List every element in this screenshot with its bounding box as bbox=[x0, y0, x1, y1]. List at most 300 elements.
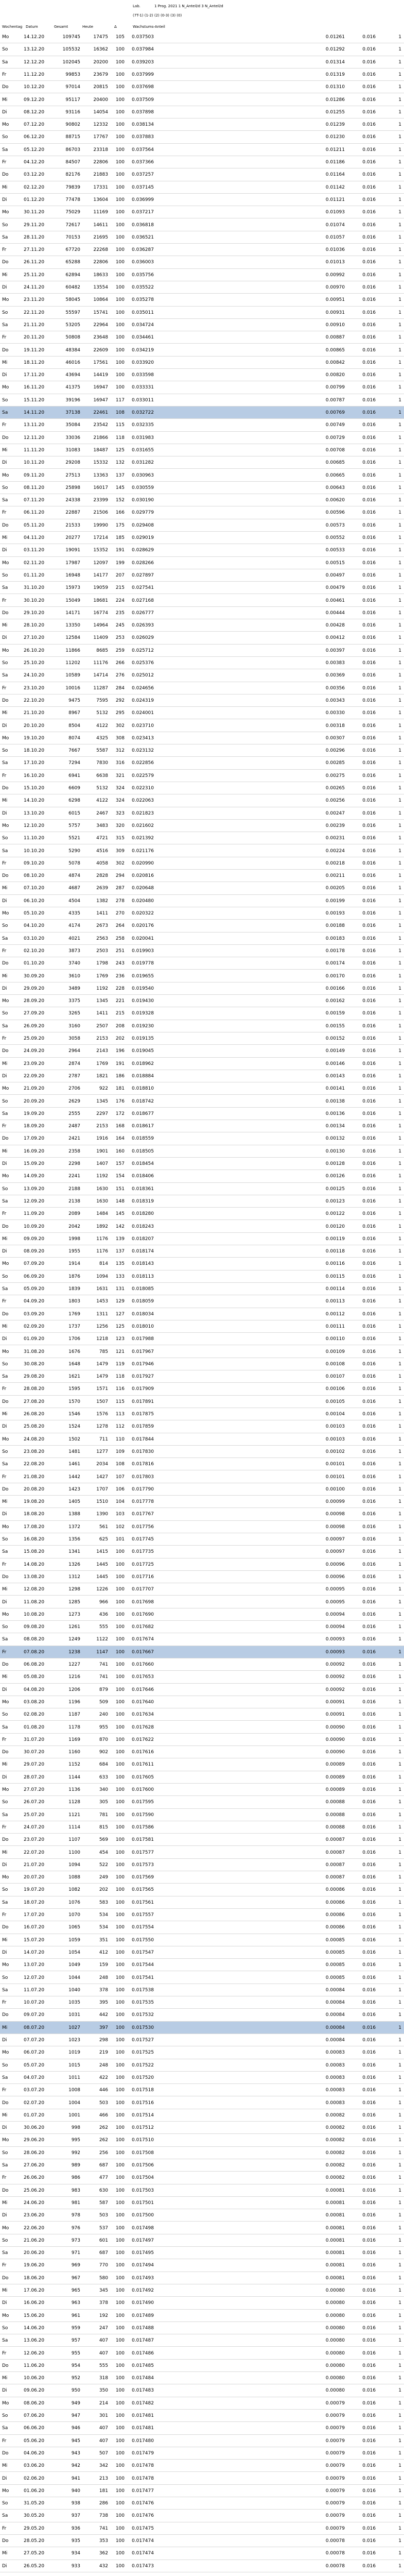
cell-j[interactable]: 1 bbox=[398, 1061, 401, 1066]
cell-date[interactable]: 18.07.20 bbox=[24, 1900, 45, 1905]
cell-today[interactable]: 240 bbox=[99, 1712, 108, 1718]
cell-g[interactable] bbox=[185, 732, 242, 744]
cell-total[interactable]: 1621 bbox=[68, 1374, 80, 1380]
cell-j[interactable]: 1 bbox=[398, 823, 401, 828]
cell-wd[interactable]: Fr bbox=[2, 1649, 7, 1655]
cell-total[interactable]: 1261 bbox=[68, 1624, 80, 1630]
cell-total[interactable]: 1035 bbox=[68, 2000, 80, 2006]
cell-h[interactable]: 0.00085 bbox=[325, 1950, 345, 1955]
table-row[interactable] bbox=[0, 319, 404, 331]
cell-h[interactable]: 0.01164 bbox=[325, 172, 345, 178]
cell-j[interactable]: 1 bbox=[398, 560, 401, 566]
cell-wd[interactable]: Di bbox=[2, 2038, 7, 2043]
cell-total[interactable]: 1015 bbox=[68, 2062, 80, 2068]
cell-k[interactable]: 324 bbox=[115, 798, 125, 804]
cell-total[interactable]: 1065 bbox=[68, 1925, 80, 1930]
cell-wd[interactable] bbox=[2, 2572, 23, 2576]
cell-rate[interactable]: 0.017547 bbox=[132, 1950, 154, 1955]
cell-j[interactable]: 1 bbox=[398, 1499, 401, 1505]
cell-wd[interactable]: Mo bbox=[2, 1349, 9, 1354]
cell-date[interactable]: 19.08.20 bbox=[24, 1499, 45, 1505]
cell-g[interactable] bbox=[185, 56, 242, 69]
cell-j[interactable]: 1 bbox=[398, 360, 401, 365]
cell-wd[interactable]: Di bbox=[2, 2388, 7, 2394]
cell-rate[interactable]: 0.017512 bbox=[132, 2125, 154, 2131]
table-row[interactable] bbox=[0, 81, 404, 93]
cell-j[interactable]: 1 bbox=[398, 585, 401, 591]
cell-today[interactable]: 2034 bbox=[96, 1462, 108, 1467]
cell-today[interactable]: 11409 bbox=[93, 635, 108, 641]
cell-total[interactable]: 8074 bbox=[68, 735, 80, 741]
table-row[interactable] bbox=[0, 1245, 404, 1258]
cell-j[interactable]: 1 bbox=[398, 2100, 401, 2106]
cell-rate[interactable]: 0.018113 bbox=[132, 1274, 154, 1279]
cell-h[interactable]: 0.00096 bbox=[325, 1574, 345, 1580]
cell-total[interactable]: 976 bbox=[71, 2225, 80, 2231]
cell-i[interactable]: 0.016 bbox=[362, 1712, 376, 1718]
cell-g[interactable] bbox=[185, 482, 242, 494]
table-row[interactable] bbox=[0, 1821, 404, 1834]
cell-wd[interactable]: Mi bbox=[2, 272, 8, 278]
cell-h[interactable]: 0.00090 bbox=[325, 1724, 345, 1730]
cell-wd[interactable]: Sa bbox=[2, 147, 8, 152]
cell-wd[interactable]: Sa bbox=[2, 1286, 8, 1292]
cell-rate[interactable]: 0.035522 bbox=[132, 285, 154, 290]
cell-wd[interactable]: Do bbox=[2, 1750, 9, 1755]
cell-i[interactable]: 0.016 bbox=[362, 397, 376, 403]
cell-k[interactable]: 100 bbox=[115, 1962, 125, 1968]
cell-today[interactable]: 23648 bbox=[93, 335, 108, 341]
cell-total[interactable]: 1187 bbox=[68, 1712, 80, 1718]
cell-i[interactable]: 0.016 bbox=[362, 635, 376, 641]
cell-g[interactable] bbox=[185, 544, 242, 556]
cell-today[interactable]: 262 bbox=[99, 2138, 108, 2143]
table-row[interactable] bbox=[0, 2435, 404, 2447]
cell-k[interactable]: 100 bbox=[115, 147, 125, 152]
cell-total[interactable]: 58045 bbox=[65, 297, 80, 303]
cell-g[interactable] bbox=[185, 1370, 242, 1383]
cell-g[interactable] bbox=[185, 444, 242, 456]
cell-k[interactable]: 321 bbox=[115, 773, 125, 778]
cell-i[interactable]: 0.016 bbox=[362, 109, 376, 115]
cell-today[interactable]: 10864 bbox=[93, 297, 108, 303]
cell-today[interactable]: 318 bbox=[99, 2376, 108, 2381]
cell-rate[interactable]: 0.017508 bbox=[132, 2150, 154, 2156]
table-row[interactable] bbox=[0, 1521, 404, 1533]
cell-i[interactable]: 0.016 bbox=[362, 1537, 376, 1542]
cell-g[interactable] bbox=[185, 1646, 242, 1658]
cell-rate[interactable]: 0.025712 bbox=[132, 648, 154, 653]
cell-total[interactable]: 1876 bbox=[68, 1274, 80, 1279]
cell-k[interactable]: 137 bbox=[115, 472, 125, 478]
cell-date[interactable]: 31.07.20 bbox=[24, 1737, 45, 1742]
cell-k[interactable]: 100 bbox=[115, 2213, 125, 2218]
table-row[interactable] bbox=[0, 707, 404, 719]
cell-k[interactable]: 142 bbox=[115, 1224, 125, 1229]
cell-h[interactable]: 0.01310 bbox=[325, 84, 345, 90]
cell-i[interactable]: 0.016 bbox=[362, 134, 376, 140]
cell-i[interactable]: 0.016 bbox=[362, 184, 376, 190]
cell-k[interactable]: 221 bbox=[115, 998, 125, 1004]
cell-k[interactable]: 100 bbox=[115, 1987, 125, 1993]
cell-h[interactable]: 0.01186 bbox=[325, 160, 345, 165]
table-row[interactable] bbox=[0, 857, 404, 870]
cell-g[interactable] bbox=[185, 1195, 242, 1208]
cell-date[interactable]: 12.12.20 bbox=[24, 59, 45, 65]
cell-date[interactable]: 29.05.20 bbox=[24, 2526, 45, 2531]
cell-h[interactable]: 0.01057 bbox=[325, 234, 345, 240]
cell-rate[interactable]: 0.033598 bbox=[132, 372, 154, 378]
cell-today[interactable]: 1390 bbox=[96, 1512, 108, 1517]
cell-h[interactable]: 0.00095 bbox=[325, 1599, 345, 1605]
cell-j[interactable]: 1 bbox=[398, 886, 401, 891]
cell-k[interactable]: 108 bbox=[115, 410, 125, 415]
cell-rate[interactable]: 0.019430 bbox=[132, 998, 154, 1004]
table-row[interactable] bbox=[0, 2347, 404, 2360]
cell-today[interactable]: 22268 bbox=[93, 247, 108, 253]
cell-rate[interactable]: 0.021392 bbox=[132, 836, 154, 841]
cell-i[interactable]: 0.016 bbox=[362, 447, 376, 453]
cell-g[interactable] bbox=[185, 357, 242, 369]
cell-date[interactable]: 28.10.20 bbox=[24, 623, 45, 629]
cell-date[interactable]: 28.08.20 bbox=[24, 1386, 45, 1392]
table-row[interactable] bbox=[0, 118, 404, 131]
cell-rate[interactable]: 0.021602 bbox=[132, 823, 154, 828]
cell-j[interactable]: 1 bbox=[398, 2075, 401, 2080]
cell-wd[interactable]: So bbox=[2, 2501, 8, 2506]
cell-g[interactable] bbox=[185, 331, 242, 344]
cell-g[interactable] bbox=[185, 1283, 242, 1295]
cell-date[interactable]: 25.10.20 bbox=[24, 660, 45, 666]
cell-total[interactable]: 5078 bbox=[68, 860, 80, 866]
cell-j[interactable]: 1 bbox=[398, 760, 401, 766]
cell-date[interactable]: 25.09.20 bbox=[24, 1036, 45, 1041]
cell-i[interactable]: 0.016 bbox=[362, 2213, 376, 2218]
cell-i[interactable]: 0.016 bbox=[362, 535, 376, 540]
cell-date[interactable]: 30.09.20 bbox=[24, 973, 45, 979]
cell-g[interactable] bbox=[185, 1032, 242, 1045]
cell-j[interactable]: 1 bbox=[398, 485, 401, 490]
cell-date[interactable]: 22.08.20 bbox=[24, 1462, 45, 1467]
cell-wd[interactable]: Do bbox=[2, 1662, 9, 1667]
cell-wd[interactable]: Di bbox=[2, 986, 7, 991]
cell-date[interactable]: 01.09.20 bbox=[24, 1336, 45, 1342]
cell-date[interactable]: 15.07.20 bbox=[24, 1937, 45, 1943]
cell-today[interactable]: 3483 bbox=[96, 823, 108, 828]
cell-j[interactable]: 1 bbox=[398, 322, 401, 328]
table-row[interactable] bbox=[0, 1007, 404, 1020]
cell-rate[interactable]: 0.033920 bbox=[132, 360, 154, 365]
cell-wd[interactable]: Sa bbox=[2, 59, 8, 65]
cell-g[interactable] bbox=[185, 2322, 242, 2334]
cell-today[interactable]: 1892 bbox=[96, 1224, 108, 1229]
cell-j[interactable]: 1 bbox=[398, 260, 401, 265]
table-row[interactable] bbox=[0, 244, 404, 256]
cell-rate[interactable]: 0.018243 bbox=[132, 1224, 154, 1229]
cell-total[interactable]: 19091 bbox=[65, 548, 80, 553]
cell-j[interactable]: 1 bbox=[398, 810, 401, 816]
cell-i[interactable]: 0.016 bbox=[362, 310, 376, 315]
cell-today[interactable]: 534 bbox=[99, 1912, 108, 1918]
cell-wd[interactable]: Mo bbox=[2, 1524, 9, 1530]
cell-today[interactable]: 1278 bbox=[96, 1424, 108, 1430]
cell-total[interactable]: 1298 bbox=[68, 1587, 80, 1592]
cell-h[interactable]: 0.00080 bbox=[325, 2338, 345, 2344]
cell-total[interactable]: 84507 bbox=[65, 160, 80, 165]
cell-total[interactable]: 992 bbox=[71, 2150, 80, 2156]
cell-rate[interactable]: 0.017489 bbox=[132, 2313, 154, 2318]
cell-h[interactable]: 0.00159 bbox=[325, 1011, 345, 1016]
cell-today[interactable]: 741 bbox=[99, 1674, 108, 1680]
cell-g[interactable] bbox=[185, 231, 242, 244]
cell-wd[interactable]: Do bbox=[2, 610, 9, 616]
cell-h[interactable]: 0.00247 bbox=[325, 810, 345, 816]
cell-rate[interactable]: 0.030559 bbox=[132, 485, 154, 490]
cell-date[interactable]: 30.11.20 bbox=[24, 210, 45, 215]
cell-rate[interactable]: 0.017538 bbox=[132, 1987, 154, 1993]
table-row[interactable] bbox=[0, 1646, 404, 1658]
cell-j[interactable]: 1 bbox=[398, 635, 401, 641]
cell-g[interactable] bbox=[185, 794, 242, 807]
cell-total[interactable]: 1461 bbox=[68, 1462, 80, 1467]
cell-total[interactable]: 29208 bbox=[65, 460, 80, 466]
cell-k[interactable]: 100 bbox=[115, 2400, 125, 2406]
cell-j[interactable]: 1 bbox=[398, 372, 401, 378]
cell-total[interactable]: 2787 bbox=[68, 1073, 80, 1079]
cell-j[interactable]: 1 bbox=[398, 2000, 401, 2006]
cell-date[interactable]: 02.09.20 bbox=[24, 1324, 45, 1329]
cell-g[interactable] bbox=[185, 319, 242, 331]
cell-wd[interactable]: Di bbox=[2, 1599, 7, 1605]
cell-wd[interactable]: Mi bbox=[2, 1674, 8, 1680]
cell-j[interactable]: 1 bbox=[398, 422, 401, 428]
cell-g[interactable] bbox=[185, 995, 242, 1007]
cell-g[interactable] bbox=[185, 970, 242, 982]
cell-today[interactable]: 1510 bbox=[96, 1499, 108, 1505]
cell-k[interactable]: 125 bbox=[115, 1324, 125, 1329]
cell-date[interactable]: 31.08.20 bbox=[24, 1349, 45, 1354]
table-row[interactable] bbox=[0, 2397, 404, 2410]
table-row[interactable] bbox=[0, 2209, 404, 2222]
cell-j[interactable]: 1 bbox=[398, 1286, 401, 1292]
cell-h[interactable]: 0.00149 bbox=[325, 1048, 345, 1054]
cell-g[interactable] bbox=[185, 244, 242, 256]
cell-i[interactable]: 0.016 bbox=[362, 1186, 376, 1192]
cell-rate[interactable]: 0.017707 bbox=[132, 1587, 154, 1592]
cell-rate[interactable]: 0.019778 bbox=[132, 961, 154, 967]
cell-j[interactable]: 1 bbox=[398, 2313, 401, 2318]
cell-j[interactable]: 1 bbox=[398, 1224, 401, 1229]
cell-date[interactable]: 14.09.20 bbox=[24, 1174, 45, 1179]
cell-i[interactable]: 0.016 bbox=[362, 1875, 376, 1880]
cell-date[interactable]: 02.07.20 bbox=[24, 2100, 45, 2106]
cell-total[interactable]: 1442 bbox=[68, 1474, 80, 1480]
cell-h[interactable]: 0.00088 bbox=[325, 1824, 345, 1830]
cell-i[interactable]: 0.016 bbox=[362, 347, 376, 353]
table-row[interactable] bbox=[0, 2159, 404, 2172]
cell-today[interactable]: 446 bbox=[99, 2088, 108, 2093]
cell-j[interactable]: 1 bbox=[398, 2062, 401, 2068]
table-row[interactable] bbox=[0, 69, 404, 81]
cell-k[interactable]: 100 bbox=[115, 2463, 125, 2469]
cell-j[interactable]: 1 bbox=[398, 97, 401, 103]
cell-rate[interactable]: 0.017565 bbox=[132, 1887, 154, 1893]
cell-wd[interactable]: Fr bbox=[2, 598, 7, 603]
cell-k[interactable]: 258 bbox=[115, 936, 125, 941]
cell-total[interactable]: 12584 bbox=[65, 635, 80, 641]
cell-total[interactable]: 1249 bbox=[68, 1637, 80, 1642]
table-row[interactable] bbox=[0, 1621, 404, 1633]
cell-total[interactable]: 978 bbox=[71, 2213, 80, 2218]
cell-j[interactable]: 1 bbox=[398, 936, 401, 941]
cell-g[interactable] bbox=[185, 2460, 242, 2472]
cell-i[interactable]: 0.016 bbox=[362, 2450, 376, 2456]
cell-today[interactable]: 407 bbox=[99, 2350, 108, 2356]
cell-today[interactable]: 22609 bbox=[93, 347, 108, 353]
table-row[interactable] bbox=[0, 1658, 404, 1671]
table-row[interactable] bbox=[0, 1446, 404, 1458]
cell-i[interactable]: 0.016 bbox=[362, 786, 376, 791]
table-row[interactable] bbox=[0, 1058, 404, 1070]
cell-wd[interactable]: Do bbox=[2, 1837, 9, 1843]
cell-i[interactable]: 0.016 bbox=[362, 610, 376, 616]
cell-date[interactable]: 22.10.20 bbox=[24, 698, 45, 703]
cell-k[interactable]: 100 bbox=[115, 335, 125, 341]
cell-today[interactable]: 741 bbox=[99, 1662, 108, 1667]
cell-wd[interactable]: Mo bbox=[2, 1086, 9, 1092]
cell-i[interactable]: 0.016 bbox=[362, 2501, 376, 2506]
cell-rate[interactable]: 0.017516 bbox=[132, 2100, 154, 2106]
cell-i[interactable]: 0.016 bbox=[362, 1148, 376, 1154]
cell-g[interactable] bbox=[185, 2247, 242, 2259]
cell-date[interactable]: 03.07.20 bbox=[24, 2088, 45, 2093]
cell-date[interactable]: 14.12.20 bbox=[24, 35, 45, 40]
cell-g[interactable] bbox=[185, 1959, 242, 1971]
cell-total[interactable]: 934 bbox=[71, 2551, 80, 2556]
cell-today[interactable]: 407 bbox=[99, 2338, 108, 2344]
cell-h[interactable]: 0.00085 bbox=[325, 1937, 345, 1943]
cell-h[interactable]: 0.00115 bbox=[325, 1274, 345, 1279]
table-row[interactable] bbox=[0, 607, 404, 619]
cell-rate[interactable]: 0.027541 bbox=[132, 585, 154, 591]
table-row[interactable] bbox=[0, 419, 404, 431]
cell-date[interactable]: 02.06.20 bbox=[24, 2476, 45, 2481]
cell-total[interactable]: 62894 bbox=[65, 272, 80, 278]
cell-h[interactable]: 0.00330 bbox=[325, 710, 345, 716]
cell-h[interactable] bbox=[309, 2572, 345, 2576]
cell-total[interactable]: 1388 bbox=[68, 1512, 80, 1517]
cell-i[interactable]: 0.016 bbox=[362, 2388, 376, 2394]
cell-k[interactable]: 191 bbox=[115, 548, 125, 553]
table-row[interactable] bbox=[0, 1696, 404, 1708]
cell-today[interactable]: 350 bbox=[99, 2388, 108, 2394]
cell-k[interactable]: 118 bbox=[115, 1374, 125, 1380]
cell-g[interactable] bbox=[185, 131, 242, 143]
cell-total[interactable]: 937 bbox=[71, 2513, 80, 2519]
cell-j[interactable]: 1 bbox=[398, 1687, 401, 1692]
cell-h[interactable]: 0.00095 bbox=[325, 1587, 345, 1592]
cell-total[interactable]: 2042 bbox=[68, 1224, 80, 1229]
cell-today[interactable]: 741 bbox=[99, 2526, 108, 2531]
table-row[interactable] bbox=[0, 832, 404, 844]
cell-j[interactable]: 1 bbox=[398, 1073, 401, 1079]
cell-total[interactable]: 7294 bbox=[68, 760, 80, 766]
cell-wd[interactable]: So bbox=[2, 572, 8, 578]
table-row[interactable] bbox=[0, 406, 404, 419]
cell-k[interactable]: 243 bbox=[115, 961, 125, 967]
cell-date[interactable]: 22.09.20 bbox=[24, 1073, 45, 1079]
cell-wd[interactable]: Di bbox=[2, 1774, 7, 1780]
cell-wd[interactable]: Mo bbox=[2, 911, 9, 916]
table-row[interactable] bbox=[0, 1132, 404, 1145]
cell-k[interactable]: 100 bbox=[115, 347, 125, 353]
cell-j[interactable]: 1 bbox=[398, 1249, 401, 1255]
cell-i[interactable]: 0.016 bbox=[362, 1449, 376, 1454]
cell-date[interactable]: 27.06.20 bbox=[24, 2163, 45, 2168]
cell-g[interactable] bbox=[185, 1571, 242, 1583]
table-row[interactable] bbox=[0, 645, 404, 657]
cell-total[interactable]: 5757 bbox=[68, 823, 80, 828]
cell-g[interactable] bbox=[185, 2097, 242, 2109]
cell-total[interactable]: 1570 bbox=[68, 1399, 80, 1404]
cell-date[interactable]: 11.11.20 bbox=[24, 447, 45, 453]
cell-h[interactable]: 0.00098 bbox=[325, 1512, 345, 1517]
cell-k[interactable]: 112 bbox=[115, 1424, 125, 1430]
cell-k[interactable]: 186 bbox=[115, 1073, 125, 1079]
cell-h[interactable]: 0.00080 bbox=[325, 2313, 345, 2318]
cell-g[interactable] bbox=[185, 2410, 242, 2422]
cell-g[interactable] bbox=[185, 1859, 242, 1871]
cell-j[interactable]: 1 bbox=[398, 660, 401, 666]
cell-k[interactable]: 100 bbox=[115, 2313, 125, 2318]
cell-h[interactable]: 0.00369 bbox=[325, 673, 345, 679]
cell-g[interactable] bbox=[185, 820, 242, 832]
table-row[interactable] bbox=[0, 1909, 404, 1921]
cell-k[interactable]: 100 bbox=[115, 1699, 125, 1705]
cell-date[interactable]: 31.10.20 bbox=[24, 585, 45, 591]
cell-i[interactable]: 0.016 bbox=[362, 460, 376, 466]
cell-g[interactable] bbox=[185, 1671, 242, 1683]
cell-wd[interactable]: Mi bbox=[2, 184, 8, 190]
cell-date[interactable]: 04.12.20 bbox=[24, 160, 45, 165]
cell-j[interactable]: 1 bbox=[398, 1824, 401, 1830]
table-row[interactable] bbox=[0, 1020, 404, 1032]
cell-today[interactable]: 305 bbox=[99, 1800, 108, 1805]
cell-wd[interactable]: Sa bbox=[2, 322, 8, 328]
cell-j[interactable]: 1 bbox=[398, 2476, 401, 2481]
cell-j[interactable]: 1 bbox=[398, 2400, 401, 2406]
cell-i[interactable]: 0.016 bbox=[362, 1787, 376, 1792]
cell-wd[interactable]: Mo bbox=[2, 297, 9, 303]
cell-today[interactable]: 432 bbox=[99, 2563, 108, 2569]
cell-today[interactable]: 342 bbox=[99, 2463, 108, 2469]
cell-date[interactable]: 14.11.20 bbox=[24, 410, 45, 415]
cell-wd[interactable]: Fr bbox=[2, 860, 7, 866]
cell-k[interactable]: 100 bbox=[115, 1887, 125, 1893]
cell-i[interactable]: 0.016 bbox=[362, 1612, 376, 1617]
cell-j[interactable]: 1 bbox=[398, 1724, 401, 1730]
cell-wd[interactable]: Di bbox=[2, 2213, 7, 2218]
cell-today[interactable]: 5132 bbox=[96, 786, 108, 791]
cell-date[interactable]: 10.12.20 bbox=[24, 84, 45, 90]
cell-rate[interactable]: 0.018280 bbox=[132, 1211, 154, 1217]
cell-j[interactable]: 1 bbox=[398, 648, 401, 653]
cell-k[interactable]: 100 bbox=[115, 2025, 125, 2030]
cell-k[interactable]: 100 bbox=[115, 1837, 125, 1843]
table-row[interactable] bbox=[0, 1533, 404, 1546]
cell-j[interactable]: 1 bbox=[398, 2300, 401, 2306]
cell-h[interactable]: 0.00111 bbox=[325, 1324, 345, 1329]
